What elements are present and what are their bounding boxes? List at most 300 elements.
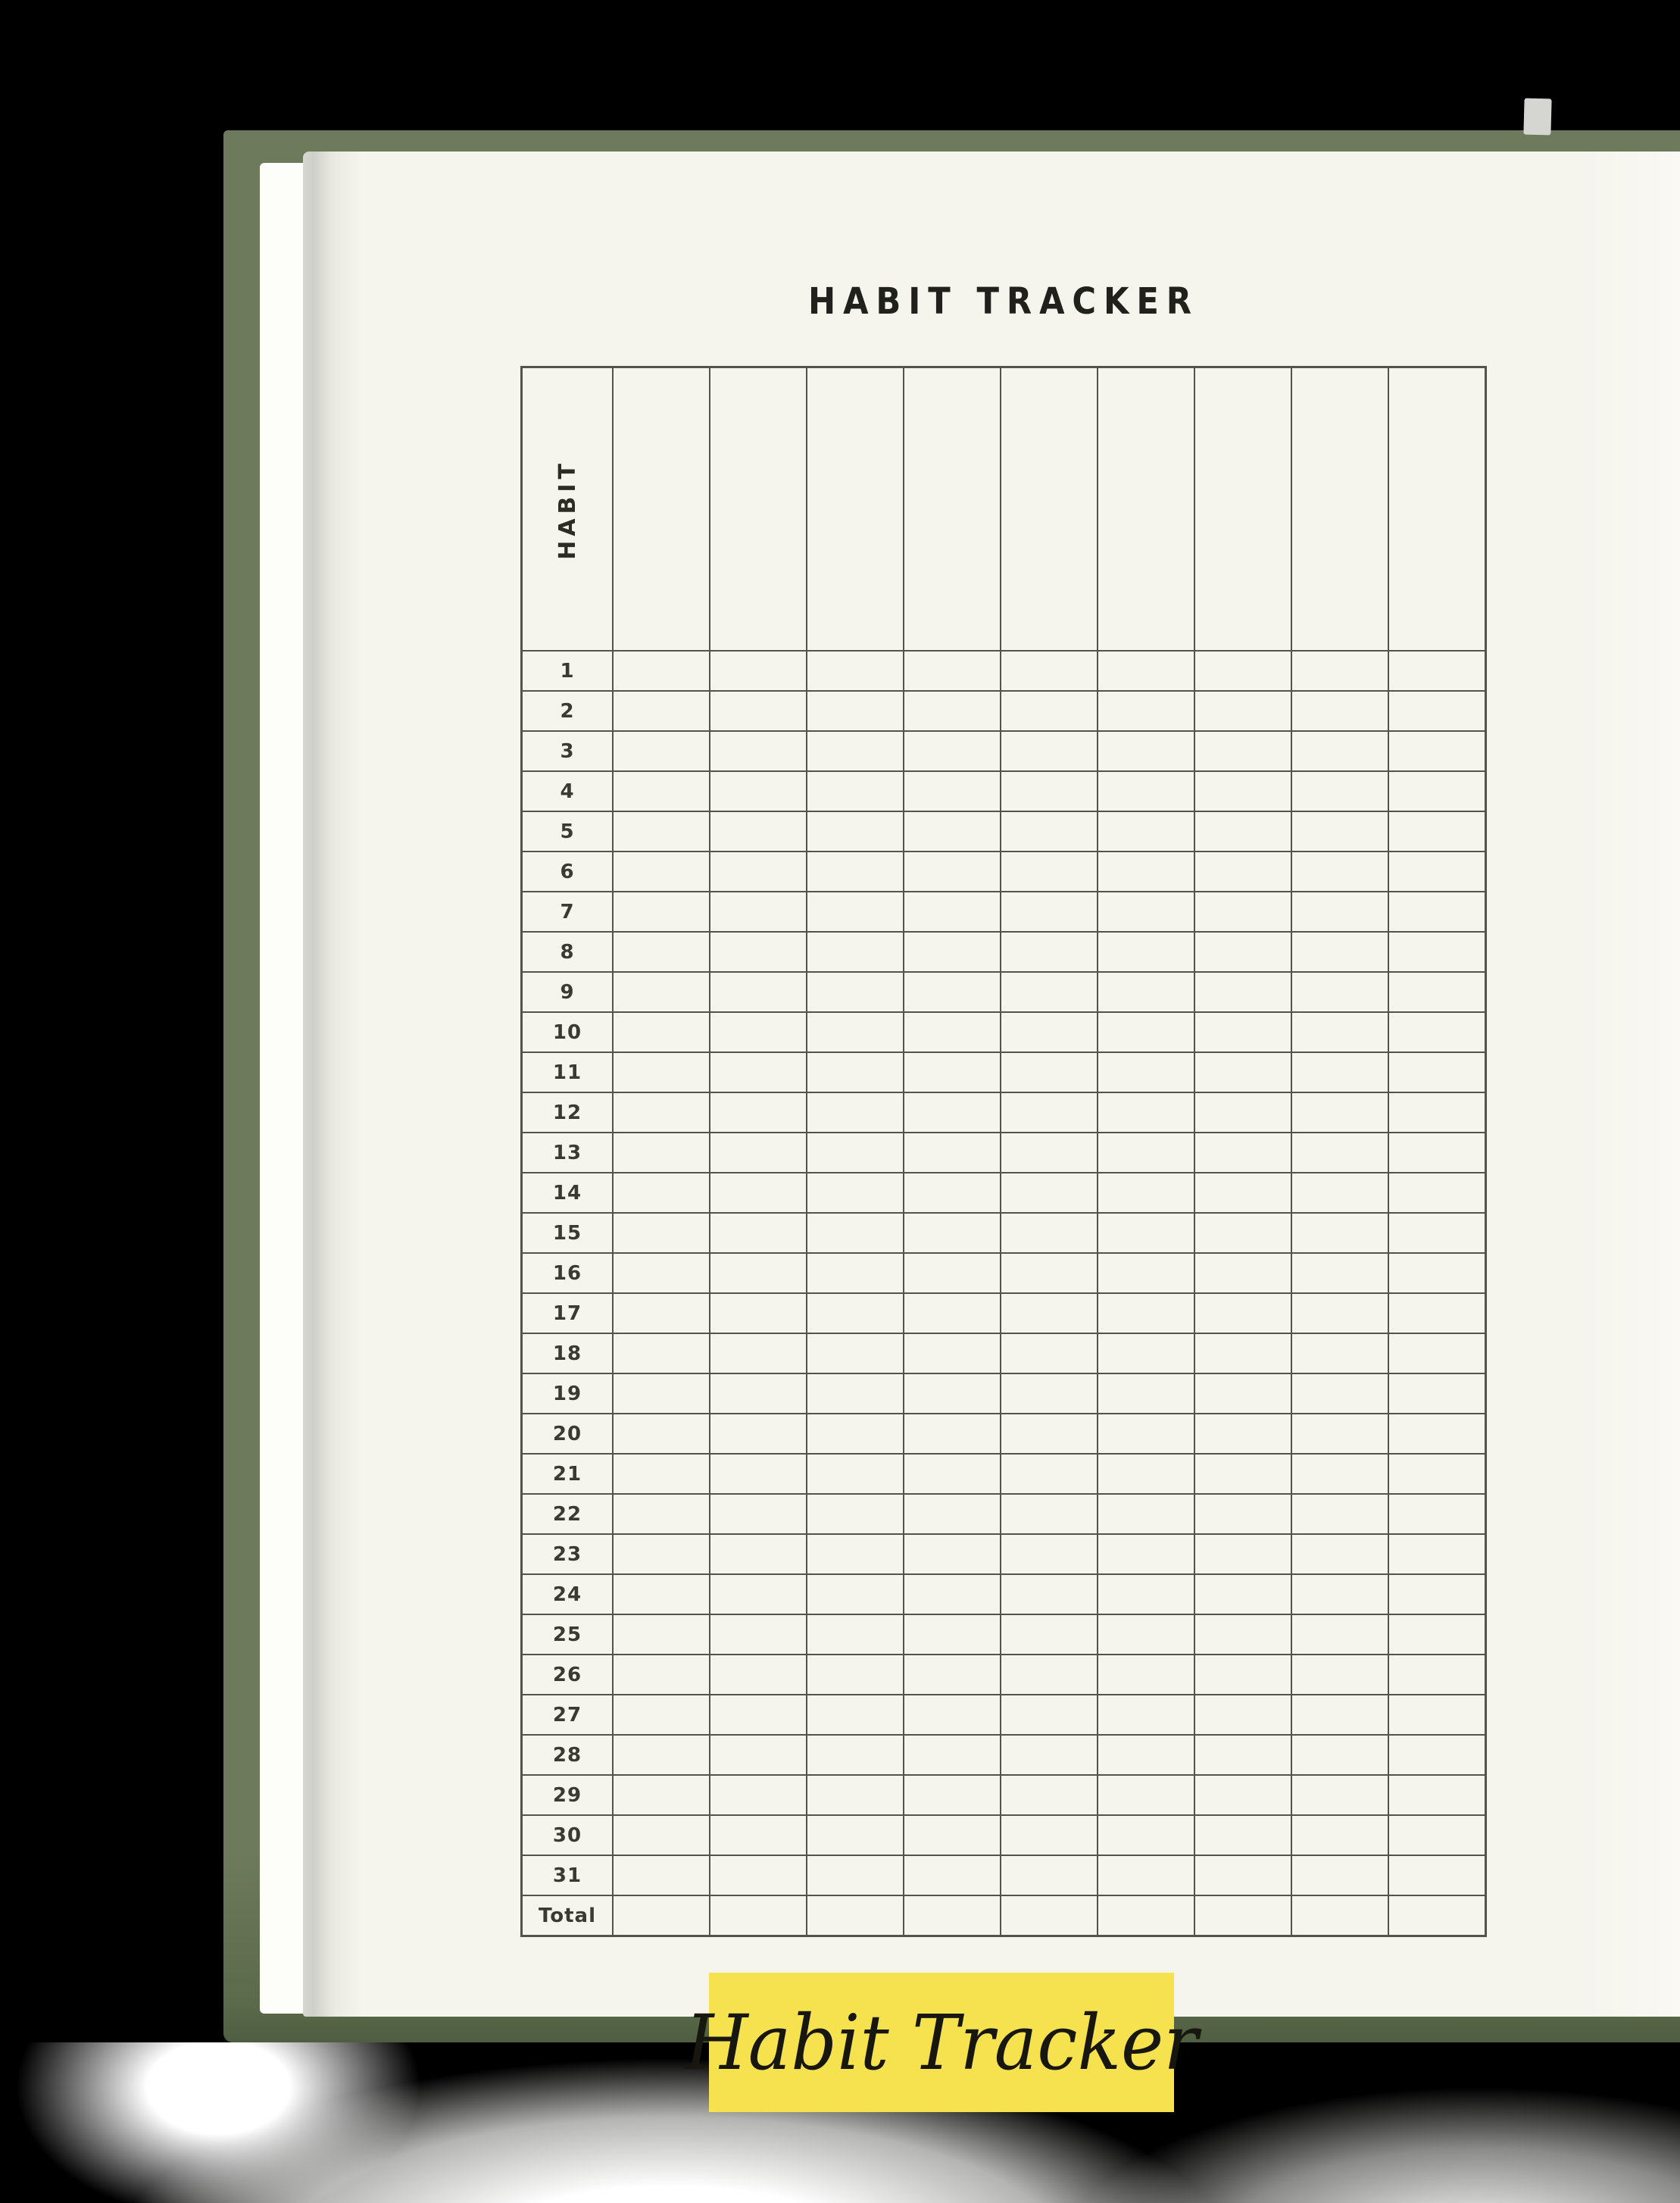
habit-check-cell: [1098, 1816, 1194, 1855]
habit-check-cell: [807, 1013, 903, 1052]
habit-check-cell: [710, 1856, 806, 1895]
day-27-row: [523, 1695, 1485, 1734]
day-25-label-cell: [523, 1615, 612, 1654]
habit-name-header-cell: [807, 368, 903, 650]
habit-check-cell: [1098, 933, 1194, 971]
habit-check-cell: [1292, 1896, 1388, 1935]
habit-check-cell: [1195, 1455, 1291, 1493]
habit-check-cell: [1292, 1736, 1388, 1774]
habit-check-cell: [1195, 1776, 1291, 1814]
habit-check-cell: [807, 1133, 903, 1172]
habit-check-cell: [1001, 1414, 1097, 1453]
habit-check-cell: [1001, 1133, 1097, 1172]
habit-check-cell: [614, 973, 709, 1011]
habit-check-cell: [807, 1695, 903, 1734]
habit-check-cell: [904, 1776, 1000, 1814]
habit-check-cell: [614, 1414, 709, 1453]
habit-check-cell: [904, 1575, 1000, 1614]
habit-check-cell: [1292, 1173, 1388, 1212]
habit-check-cell: [904, 1133, 1000, 1172]
habit-check-cell: [710, 1695, 806, 1734]
habit-check-cell: [1195, 692, 1291, 730]
habit-check-cell: [1292, 1575, 1388, 1614]
habit-check-cell: [1001, 732, 1097, 770]
day-11-label-cell: [523, 1053, 612, 1092]
habit-check-cell: [710, 1013, 806, 1052]
day-17-row: [523, 1294, 1485, 1333]
day-8-row: [523, 933, 1485, 971]
day-21-label: 21: [552, 1462, 582, 1486]
habit-check-cell: [1001, 1374, 1097, 1413]
notebook-page: [303, 152, 1680, 2017]
habit-check-cell: [1001, 1455, 1097, 1493]
habit-check-cell: [807, 1816, 903, 1855]
habit-check-cell: [614, 772, 709, 811]
habit-check-cell: [1195, 1294, 1291, 1333]
day-3-label-cell: [523, 732, 612, 770]
habit-check-cell: [1098, 1093, 1194, 1132]
habit-name-header-cell: [1195, 368, 1291, 650]
day-21-row: [523, 1455, 1485, 1493]
habit-check-cell: [614, 1655, 709, 1694]
habit-check-cell: [807, 933, 903, 971]
habit-check-cell: [1292, 1093, 1388, 1132]
habit-check-cell: [710, 1214, 806, 1252]
habit-check-cell: [710, 1173, 806, 1212]
habit-check-cell: [904, 1896, 1000, 1935]
habit-check-cell: [1292, 1374, 1388, 1413]
habit-check-cell: [1098, 1896, 1194, 1935]
habit-check-cell: [1389, 1133, 1485, 1172]
habit-check-cell: [904, 812, 1000, 851]
habit-check-cell: [807, 652, 903, 690]
habit-check-cell: [807, 1615, 903, 1654]
habit-check-cell: [1098, 1214, 1194, 1252]
habit-check-cell: [614, 1214, 709, 1252]
habit-check-cell: [710, 1254, 806, 1292]
habit-name-header-cell: [710, 368, 806, 650]
habit-check-cell: [1389, 732, 1485, 770]
day-14-label: 14: [552, 1181, 582, 1205]
habit-check-cell: [1292, 692, 1388, 730]
habit-check-cell: [807, 1776, 903, 1814]
habit-check-cell: [614, 1374, 709, 1413]
habit-check-cell: [614, 812, 709, 851]
habit-check-cell: [1292, 652, 1388, 690]
day-10-label-cell: [523, 1013, 612, 1052]
habit-check-cell: [1098, 1776, 1194, 1814]
habit-check-cell: [1098, 852, 1194, 891]
habit-check-cell: [904, 1655, 1000, 1694]
habit-check-cell: [1195, 1575, 1291, 1614]
habit-check-cell: [807, 1214, 903, 1252]
day-20-label: 20: [552, 1422, 582, 1445]
habit-check-cell: [1389, 1173, 1485, 1212]
habit-check-cell: [1001, 1254, 1097, 1292]
habit-check-cell: [1292, 732, 1388, 770]
habit-check-cell: [1195, 772, 1291, 811]
habit-check-cell: [1389, 1455, 1485, 1493]
habit-check-cell: [1098, 1535, 1194, 1573]
habit-check-cell: [710, 772, 806, 811]
habit-check-cell: [1389, 772, 1485, 811]
habit-check-cell: [614, 692, 709, 730]
habit-check-cell: [614, 1776, 709, 1814]
habit-check-cell: [904, 1254, 1000, 1292]
habit-check-cell: [807, 1374, 903, 1413]
day-19-row: [523, 1374, 1485, 1413]
habit-check-cell: [904, 1816, 1000, 1855]
habit-check-cell: [1098, 1053, 1194, 1092]
day-27-label-cell: [523, 1695, 612, 1734]
day-12-label: 12: [552, 1101, 582, 1124]
habit-check-cell: [1292, 1816, 1388, 1855]
habit-check-cell: [710, 1414, 806, 1453]
day-24-row: [523, 1575, 1485, 1614]
habit-check-cell: [1389, 892, 1485, 931]
habit-check-cell: [1195, 1173, 1291, 1212]
habit-check-cell: [1195, 1615, 1291, 1654]
habit-check-cell: [1001, 1013, 1097, 1052]
habit-check-cell: [1195, 1896, 1291, 1935]
day-4-label-cell: [523, 772, 612, 811]
habit-check-cell: [1001, 1093, 1097, 1132]
habit-check-cell: [1292, 1294, 1388, 1333]
habit-check-cell: [1389, 1535, 1485, 1573]
day-2-row: [523, 692, 1485, 730]
day-28-label-cell: [523, 1736, 612, 1774]
habit-check-cell: [1389, 1575, 1485, 1614]
habit-check-cell: [904, 1535, 1000, 1573]
habit-check-cell: [614, 1896, 709, 1935]
habit-check-cell: [614, 1736, 709, 1774]
habit-check-cell: [710, 852, 806, 891]
habit-check-cell: [1292, 1133, 1388, 1172]
habit-check-cell: [710, 933, 806, 971]
habit-check-cell: [1195, 1254, 1291, 1292]
day-22-label: 22: [552, 1502, 582, 1526]
habit-check-cell: [1292, 1214, 1388, 1252]
habit-check-cell: [807, 1455, 903, 1493]
habit-check-cell: [1098, 1013, 1194, 1052]
day-23-row: [523, 1535, 1485, 1573]
day-8-label: 8: [560, 940, 575, 964]
product-label-sticker: [685, 1973, 1198, 2112]
habit-check-cell: [1001, 1695, 1097, 1734]
habit-check-cell: [904, 732, 1000, 770]
habit-check-cell: [1292, 1254, 1388, 1292]
habit-check-cell: [807, 1896, 903, 1935]
habit-tracker-table: [520, 366, 1487, 1937]
habit-check-cell: [807, 1856, 903, 1895]
habit-check-cell: [807, 1736, 903, 1774]
habit-check-cell: [1001, 812, 1097, 851]
table-header-row: [523, 368, 1485, 650]
day-22-label-cell: [523, 1495, 612, 1533]
habit-check-cell: [614, 1013, 709, 1052]
day-14-label-cell: [523, 1173, 612, 1212]
habit-check-cell: [1292, 1495, 1388, 1533]
habit-check-cell: [1001, 1776, 1097, 1814]
day-6-row: [523, 852, 1485, 891]
habit-check-cell: [1389, 1695, 1485, 1734]
habit-check-cell: [1195, 1856, 1291, 1895]
day-8-label-cell: [523, 933, 612, 971]
day-18-label-cell: [523, 1334, 612, 1373]
habit-check-cell: [1389, 1736, 1485, 1774]
habit-check-cell: [904, 1093, 1000, 1132]
habit-check-cell: [1195, 1013, 1291, 1052]
habit-check-cell: [1098, 892, 1194, 931]
habit-check-cell: [904, 1334, 1000, 1373]
habit-check-cell: [1195, 812, 1291, 851]
habit-check-cell: [710, 973, 806, 1011]
habit-check-cell: [710, 1615, 806, 1654]
habit-check-cell: [1292, 1414, 1388, 1453]
habit-check-cell: [710, 692, 806, 730]
day-30-row: [523, 1816, 1485, 1855]
habit-check-cell: [614, 1334, 709, 1373]
habit-check-cell: [807, 1093, 903, 1132]
day-30-label-cell: [523, 1816, 612, 1855]
habit-check-cell: [710, 1053, 806, 1092]
habit-check-cell: [904, 1173, 1000, 1212]
habit-check-cell: [1292, 1013, 1388, 1052]
habit-check-cell: [710, 1535, 806, 1573]
habit-check-cell: [1098, 1736, 1194, 1774]
habit-check-cell: [1098, 692, 1194, 730]
habit-check-cell: [710, 652, 806, 690]
habit-check-cell: [807, 772, 903, 811]
day-28-row: [523, 1736, 1485, 1774]
habit-check-cell: [1389, 1093, 1485, 1132]
day-24-label-cell: [523, 1575, 612, 1614]
habit-check-cell: [1195, 1093, 1291, 1132]
day-18-row: [523, 1334, 1485, 1373]
habit-check-cell: [904, 772, 1000, 811]
habit-check-cell: [614, 1294, 709, 1333]
habit-check-cell: [807, 1655, 903, 1694]
habit-check-cell: [614, 1093, 709, 1132]
habit-check-cell: [904, 1294, 1000, 1333]
day-13-row: [523, 1133, 1485, 1172]
habit-check-cell: [1098, 1294, 1194, 1333]
habit-check-cell: [710, 1455, 806, 1493]
habit-check-cell: [904, 1615, 1000, 1654]
habit-check-cell: [710, 1374, 806, 1413]
day-13-label-cell: [523, 1133, 612, 1172]
habit-check-cell: [1001, 772, 1097, 811]
day-5-label: 5: [560, 820, 575, 843]
habit-check-cell: [1098, 652, 1194, 690]
habit-check-cell: [710, 1294, 806, 1333]
habit-check-cell: [614, 1495, 709, 1533]
day-16-row: [523, 1254, 1485, 1292]
habit-check-cell: [1098, 1615, 1194, 1654]
habit-check-cell: [1389, 1816, 1485, 1855]
day-16-label: 16: [552, 1261, 582, 1285]
day-25-label: 25: [552, 1623, 582, 1646]
habit-check-cell: [710, 1133, 806, 1172]
habit-check-cell: [1195, 933, 1291, 971]
day-31-label: 31: [552, 1864, 582, 1887]
habit-check-cell: [1389, 1615, 1485, 1654]
page-marker-tab: [1523, 98, 1551, 136]
habit-check-cell: [1389, 1776, 1485, 1814]
habit-check-cell: [1098, 1695, 1194, 1734]
habit-column-header-label: HABIT: [554, 458, 581, 560]
day-5-label-cell: [523, 812, 612, 851]
habit-check-cell: [614, 1615, 709, 1654]
habit-check-cell: [614, 892, 709, 931]
habit-check-cell: [904, 1736, 1000, 1774]
habit-check-cell: [1292, 772, 1388, 811]
habit-check-cell: [1389, 1495, 1485, 1533]
habit-check-cell: [1098, 1374, 1194, 1413]
habit-check-cell: [614, 852, 709, 891]
habit-check-cell: [710, 892, 806, 931]
habit-check-cell: [904, 973, 1000, 1011]
habit-check-cell: [1195, 1133, 1291, 1172]
habit-check-cell: [1195, 892, 1291, 931]
habit-check-cell: [710, 1334, 806, 1373]
habit-check-cell: [1195, 1214, 1291, 1252]
habit-check-cell: [1001, 1816, 1097, 1855]
day-1-row: [523, 652, 1485, 690]
habit-check-cell: [1001, 1615, 1097, 1654]
habit-check-cell: [1389, 1053, 1485, 1092]
habit-check-cell: [1195, 1816, 1291, 1855]
habit-check-cell: [614, 1816, 709, 1855]
habit-check-cell: [1292, 1455, 1388, 1493]
day-31-label-cell: [523, 1856, 612, 1895]
day-20-row: [523, 1414, 1485, 1453]
habit-check-cell: [1195, 1374, 1291, 1413]
day-2-label-cell: [523, 692, 612, 730]
habit-check-cell: [710, 1896, 806, 1935]
habit-check-cell: [1389, 1294, 1485, 1333]
day-26-row: [523, 1655, 1485, 1694]
habit-check-cell: [710, 1736, 806, 1774]
habit-check-cell: [1195, 1535, 1291, 1573]
habit-check-cell: [1195, 1414, 1291, 1453]
habit-check-cell: [1292, 812, 1388, 851]
day-6-label: 6: [560, 860, 575, 883]
habit-check-cell: [1001, 973, 1097, 1011]
day-14-row: [523, 1173, 1485, 1212]
day-10-row: [523, 1013, 1485, 1052]
habit-check-cell: [807, 1173, 903, 1212]
day-9-label-cell: [523, 973, 612, 1011]
habit-check-cell: [1001, 1575, 1097, 1614]
habit-check-cell: [807, 1414, 903, 1453]
habit-check-cell: [1292, 1334, 1388, 1373]
habit-check-cell: [1001, 933, 1097, 971]
habit-check-cell: [710, 1093, 806, 1132]
page-stack-edge: [260, 163, 308, 2014]
habit-check-cell: [614, 1133, 709, 1172]
habit-check-cell: [1292, 892, 1388, 931]
habit-check-cell: [1195, 1053, 1291, 1092]
day-6-label-cell: [523, 852, 612, 891]
habit-check-cell: [710, 1575, 806, 1614]
day-12-label-cell: [523, 1093, 612, 1132]
day-28-label: 28: [552, 1743, 582, 1767]
habit-check-cell: [1389, 812, 1485, 851]
habit-check-cell: [807, 1495, 903, 1533]
habit-check-cell: [1098, 973, 1194, 1011]
day-11-label: 11: [552, 1061, 582, 1084]
habit-check-cell: [1292, 1655, 1388, 1694]
habit-check-cell: [807, 852, 903, 891]
habit-check-cell: [1098, 1414, 1194, 1453]
habit-check-cell: [614, 1856, 709, 1895]
day-2-label: 2: [560, 699, 575, 723]
day-15-label-cell: [523, 1214, 612, 1252]
habit-check-cell: [1098, 1856, 1194, 1895]
day-29-row: [523, 1776, 1485, 1814]
total-label-cell: [523, 1896, 612, 1935]
habit-check-cell: [614, 1575, 709, 1614]
habit-check-cell: [1195, 973, 1291, 1011]
habit-check-cell: [614, 933, 709, 971]
habit-check-cell: [1098, 1495, 1194, 1533]
day-29-label: 29: [552, 1783, 582, 1807]
habit-check-cell: [614, 1053, 709, 1092]
day-23-label-cell: [523, 1535, 612, 1573]
habit-check-cell: [1292, 1695, 1388, 1734]
product-label-text: Habit Tracker: [685, 1998, 1198, 2087]
habit-check-cell: [1195, 732, 1291, 770]
habit-check-cell: [1098, 1575, 1194, 1614]
habit-check-cell: [1001, 1535, 1097, 1573]
habit-check-cell: [904, 933, 1000, 971]
habit-check-cell: [1001, 852, 1097, 891]
habit-name-header-cell: [1098, 368, 1194, 650]
habit-check-cell: [614, 1535, 709, 1573]
day-30-label: 30: [552, 1823, 582, 1847]
habit-check-cell: [1098, 1655, 1194, 1694]
habit-check-cell: [614, 1695, 709, 1734]
habit-check-cell: [1098, 1455, 1194, 1493]
habit-check-cell: [904, 1455, 1000, 1493]
day-3-row: [523, 732, 1485, 770]
habit-check-cell: [807, 812, 903, 851]
habit-check-cell: [1195, 652, 1291, 690]
day-4-label: 4: [560, 780, 575, 803]
day-22-row: [523, 1495, 1485, 1533]
habit-check-cell: [1098, 1254, 1194, 1292]
habit-check-cell: [1195, 1736, 1291, 1774]
habit-check-cell: [1389, 652, 1485, 690]
habit-check-cell: [1195, 1334, 1291, 1373]
habit-check-cell: [807, 1535, 903, 1573]
habit-name-header-cell: [614, 368, 709, 650]
habit-check-cell: [1098, 732, 1194, 770]
habit-check-cell: [1292, 1053, 1388, 1092]
habit-check-cell: [1098, 1173, 1194, 1212]
habit-name-header-cell: [1292, 368, 1388, 650]
day-5-row: [523, 812, 1485, 851]
habit-check-cell: [1389, 1896, 1485, 1935]
day-26-label-cell: [523, 1655, 612, 1694]
habit-check-cell: [1389, 1013, 1485, 1052]
habit-check-cell: [1389, 1334, 1485, 1373]
habit-name-header-cell: [1001, 368, 1097, 650]
habit-check-cell: [904, 1013, 1000, 1052]
day-1-label: 1: [560, 659, 575, 683]
day-12-row: [523, 1093, 1485, 1132]
